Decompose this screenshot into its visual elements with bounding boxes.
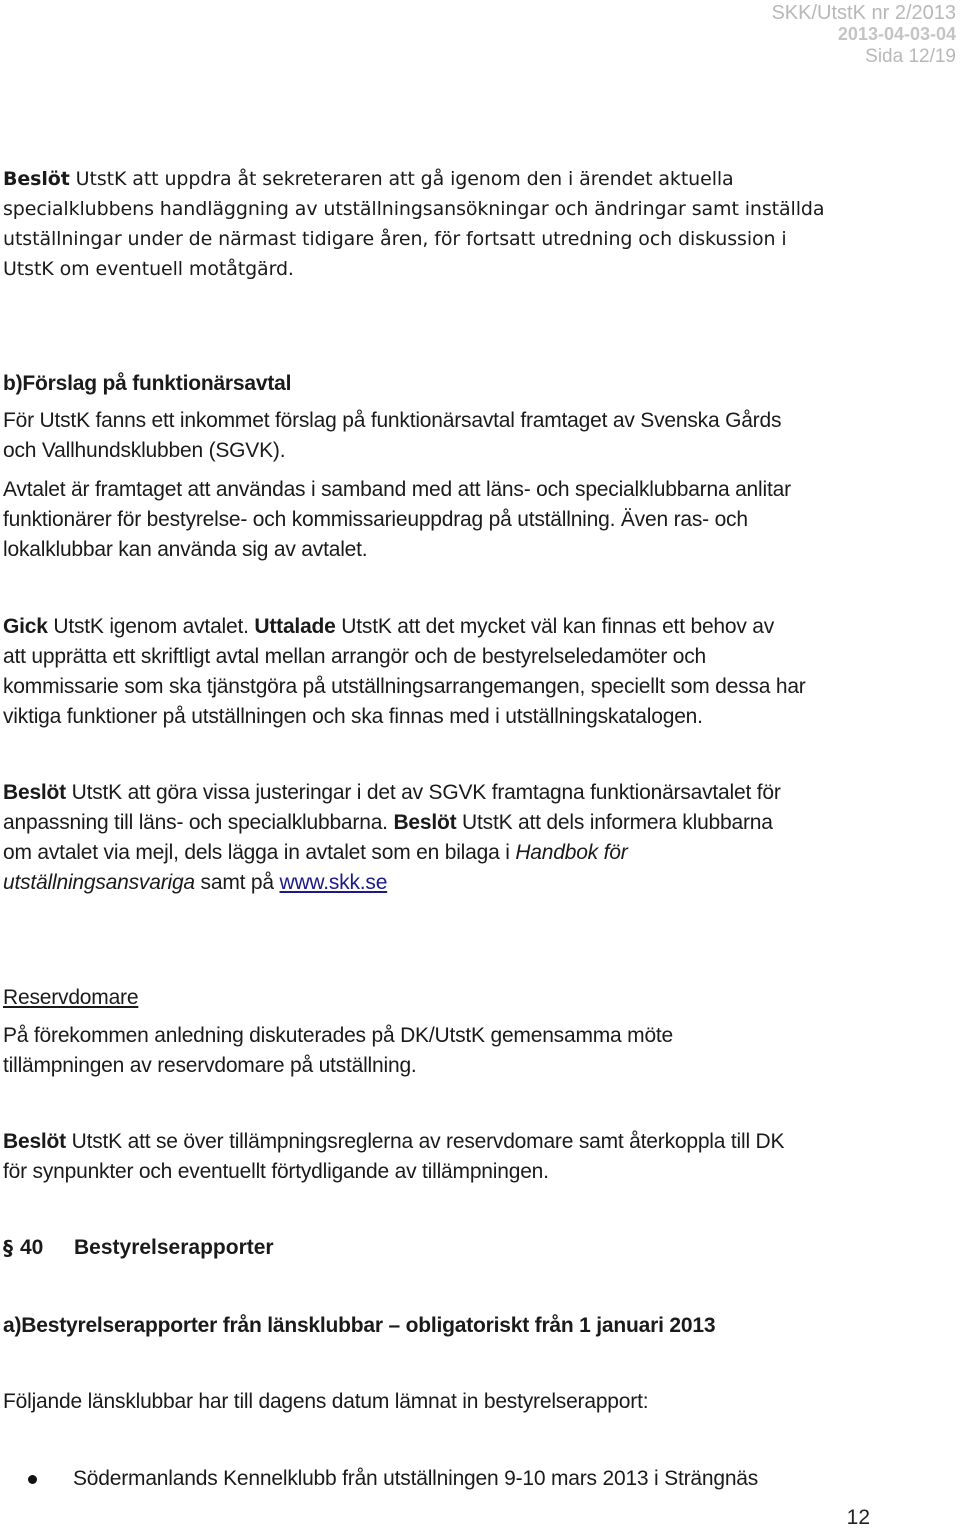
subheading-reservdomare bbox=[3, 983, 952, 1013]
paragraph-reserve-judges-line-2: tillämpningen av reservdomare på utställning. bbox=[3, 1054, 417, 1077]
section-title: Bestyrelserapporter bbox=[74, 1236, 274, 1259]
statement-keyword: Uttalade bbox=[254, 615, 336, 638]
text: Reservdomare bbox=[3, 986, 139, 1009]
paragraph-proposal-line-2: och Vallhundsklubben (SGVK). bbox=[3, 439, 286, 462]
page-number: 12 bbox=[846, 1506, 870, 1529]
paragraph-decision-3-line-2: för synpunkter och eventuellt förtydligande av tillämpningen. bbox=[3, 1160, 549, 1183]
subheading-bestyrelserapporter: a)Bestyrelserapporter från länsklubbar – obligatoriskt från 1 januari 2013 bbox=[3, 1314, 716, 1337]
paragraph-decision-1-line-3: utställningar under de närmast tidigare åren, för fortsatt utredning och diskussion i bbox=[3, 228, 787, 250]
text: UtstK att se över tillämpningsreglerna av reservdomare samt återkoppla till DK bbox=[65, 1130, 785, 1153]
paragraph-decision-2-line-4 bbox=[3, 868, 952, 898]
text: UtstK igenom avtalet. bbox=[47, 615, 255, 638]
skk-website-link[interactable]: www.skk.se bbox=[279, 871, 388, 894]
document-id: SKK/UtstK nr 2/2013 bbox=[771, 2, 956, 24]
review-keyword: Gick bbox=[3, 615, 48, 638]
text: UtstK att göra vissa justeringar i det av SGVK framtagna funktionärsavtalet för bbox=[65, 781, 781, 804]
text: UtstK att dels informera klubbarna bbox=[456, 811, 773, 834]
text: UtstK att uppdra åt sekreteraren att gå igenom den i ärendet aktuella bbox=[69, 168, 734, 190]
decision-keyword: Beslöt bbox=[3, 1130, 66, 1153]
paragraph-decision-1-line-2: specialklubbens handläggning av utställningsansökningar och ändringar samt inställda bbox=[3, 198, 825, 220]
decision-keyword: Beslöt bbox=[393, 811, 457, 834]
paragraph-decision-2-line-3 bbox=[3, 838, 952, 868]
list-item: Södermanlands Kennelklubb från utställningen 9-10 mars 2013 i Strängnäs bbox=[73, 1467, 759, 1490]
subheading-funktionarsavtal: b)Förslag på funktionärsavtal bbox=[3, 372, 292, 395]
paragraph-agreement-line-1: Avtalet är framtaget att användas i samband med att läns- och specialklubbarna anlitar bbox=[3, 478, 791, 501]
paragraph-agreement-line-2: funktionärer för bestyrelse- och kommissarieuppdrag på utställning. Även ras- och bbox=[3, 508, 748, 531]
paragraph-proposal-line-1: För UtstK fanns ett inkommet förslag på funktionärsavtal framtaget av Svenska Gårds bbox=[3, 409, 782, 432]
paragraph-decision-1-line-4: UtstK om eventuell motåtgärd. bbox=[3, 258, 294, 280]
handbook-title-cont: utställningsansvariga bbox=[3, 871, 195, 894]
paragraph-review-line-2: att upprätta ett skriftligt avtal mellan arrangör och de bestyrelseledamöter och bbox=[3, 645, 707, 668]
paragraph-review-line-4: viktiga funktioner på utställningen och ska finnas med i utställningskatalogen. bbox=[3, 705, 703, 728]
text: anpassning till läns- och specialklubbarna. bbox=[3, 811, 394, 834]
paragraph-reserve-judges-line-1: På förekommen anledning diskuterades på DK/UtstK gemensamma möte bbox=[3, 1024, 674, 1047]
paragraph-submitted-reports: Följande länsklubbar har till dagens datum lämnat in bestyrelserapport: bbox=[3, 1390, 649, 1413]
paragraph-review-line-1 bbox=[3, 612, 952, 642]
page-indicator: Sida 12/19 bbox=[865, 46, 956, 67]
text: om avtalet via mejl, dels lägga in avtalet som en bilaga i bbox=[3, 841, 516, 864]
paragraph-decision-1-line-1 bbox=[3, 164, 952, 194]
text: UtstK att det mycket väl kan finnas ett behov av bbox=[335, 615, 775, 638]
paragraph-decision-2-line-1 bbox=[3, 778, 952, 808]
section-symbol: § bbox=[3, 1236, 13, 1260]
paragraph-decision-3-line-1 bbox=[3, 1127, 952, 1157]
decision-keyword: Beslöt bbox=[3, 781, 66, 804]
text: samt på bbox=[194, 871, 280, 894]
section-number: 40 bbox=[20, 1236, 44, 1259]
handbook-title: Handbok för bbox=[515, 841, 628, 864]
paragraph-agreement-line-3: lokalklubbar kan använda sig av avtalet. bbox=[3, 538, 368, 561]
bullet-icon bbox=[28, 1475, 37, 1484]
paragraph-decision-2-line-2 bbox=[3, 808, 952, 838]
meeting-date: 2013-04-03-04 bbox=[837, 24, 956, 44]
paragraph-review-line-3: kommissarie som ska tjänstgöra på utställningsarrangemangen, speciellt som dessa har bbox=[3, 675, 806, 698]
decision-keyword: Beslöt bbox=[3, 168, 70, 190]
